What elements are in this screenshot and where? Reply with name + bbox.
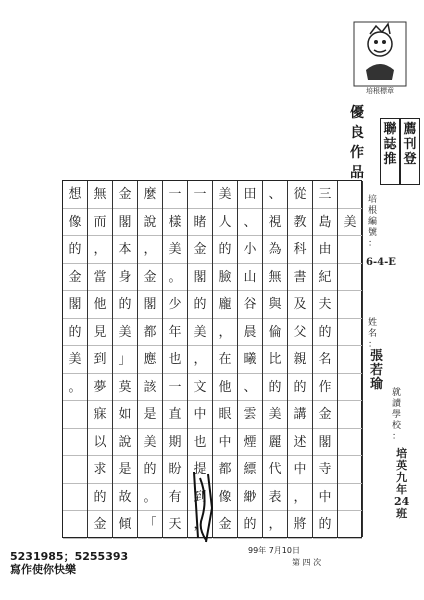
grid-cell: 為 [263,236,287,264]
grid-cell: 述 [288,429,312,457]
grid-cell: 曦 [238,346,262,374]
grid-cell: 夢 [88,374,112,402]
grid-cell: 麗 [263,429,287,457]
journal-stamp-right: 薦 刊 登 [400,118,420,185]
grid-cell: 一 [163,374,187,402]
grid-cell: 少 [163,291,187,319]
grid-cell: 緲 [238,484,262,512]
grid-cell: 中 [288,456,312,484]
grid-cell: 而 [88,209,112,237]
grid-cell: 當 [88,264,112,292]
grid-cell: 龐 [213,291,237,319]
grid-cell: 比 [263,346,287,374]
grid-cell [63,484,87,512]
grid-column [263,181,288,537]
grid-cell: 說 [113,429,137,457]
grid-cell: 也 [163,346,187,374]
grid-cell: 中 [213,429,237,457]
grid-cell: 晨 [238,319,262,347]
grid-cell: 「 [138,511,162,539]
grid-cell: 身 [113,264,137,292]
grid-cell [63,429,87,457]
grid-cell: ， [188,511,212,539]
grid-cell: 臉 [213,264,237,292]
grid-cell: 。 [138,484,162,512]
school-id-value: 6-4-E [366,257,396,268]
grid-cell: ， [188,346,212,374]
grid-cell: 樣 [163,209,187,237]
slogan: 5231985；5255393 寫作使你快樂 [10,550,129,576]
grid-cell: 作 [313,374,337,402]
grid-cell: 美 [188,319,212,347]
grid-cell: 閣 [113,209,137,237]
grid-cell: 如 [113,401,137,429]
grid-cell: 睹 [188,209,212,237]
grid-cell: 求 [88,456,112,484]
grid-cell: 將 [288,511,312,539]
school-value: 培 英 九 年 24 班 [394,447,410,520]
grid-cell: 到 [88,346,112,374]
grid-column [163,181,188,537]
grid-cell: 寺 [313,456,337,484]
name-label: 姓 名 ： [368,318,378,350]
grid-cell: 像 [213,484,237,512]
grid-column [238,181,263,537]
grid-column [88,181,113,537]
grid-cell: 、 [263,181,287,209]
submission-date: 99年 7月10日 [248,546,300,555]
grid-cell: 的 [313,319,337,347]
grid-cell: 的 [63,236,87,264]
grid-cell: 閣 [138,291,162,319]
school-id-label: 培 根 編 號 ： [368,195,378,249]
grid-cell: 的 [88,484,112,512]
grid-cell [338,319,362,347]
grid-cell: 由 [313,236,337,264]
grid-cell: 書 [288,264,312,292]
grid-cell [338,511,362,539]
grid-cell: 倫 [263,319,287,347]
grid-cell: 是 [138,401,162,429]
grid-cell: 美 [338,209,362,237]
grid-cell: 應 [138,346,162,374]
grid-column [338,181,363,537]
grid-cell: 提 [188,456,212,484]
grid-column [138,181,163,537]
grid-cell [338,429,362,457]
grid-cell: 本 [113,236,137,264]
grid-cell: 金 [313,401,337,429]
grid-cell: 金 [88,511,112,539]
grid-cell: 三 [313,181,337,209]
grid-cell [63,456,87,484]
grid-cell: ， [288,484,312,512]
grid-cell: 直 [163,401,187,429]
grid-cell: 中 [188,401,212,429]
grid-cell: 縹 [238,456,262,484]
journal-stamp-left: 聯 誌 推 [380,118,400,185]
grid-column [288,181,313,537]
grid-cell: 金 [63,264,87,292]
grid-cell: 也 [188,429,212,457]
grid-cell: 美 [63,346,87,374]
grid-cell: 他 [88,291,112,319]
grid-cell: 父 [288,319,312,347]
grid-cell: 閣 [188,264,212,292]
grid-cell: 代 [263,456,287,484]
grid-cell: 在 [213,346,237,374]
page-number: 第 四 次 [292,558,322,567]
grid-cell [338,456,362,484]
grid-cell: 、 [238,374,262,402]
grid-cell: ， [138,236,162,264]
grid-cell: 的 [138,456,162,484]
name-value: 張 若 瑜 [370,349,384,392]
grid-cell: 天 [163,511,187,539]
grid-cell: 盼 [163,456,187,484]
grid-cell: 山 [238,264,262,292]
grid-cell: 莫 [113,374,137,402]
grid-cell: 的 [63,319,87,347]
school-label: 就 讀 學 校 ： [392,388,402,442]
grid-cell: 的 [213,236,237,264]
grid-cell: 。 [63,374,87,402]
grid-cell: 煙 [238,429,262,457]
grid-cell: 是 [113,456,137,484]
grid-cell: 島 [313,209,337,237]
grid-cell: 科 [288,236,312,264]
grid-cell: 故 [113,484,137,512]
grid-cell: 該 [138,374,162,402]
grid-cell: 教 [288,209,312,237]
grid-cell: 閣 [63,291,87,319]
grid-cell: 中 [313,484,337,512]
grid-cell: 田 [238,181,262,209]
grid-cell: 、 [238,209,262,237]
grid-cell: 無 [263,264,287,292]
grid-cell: 人 [213,209,237,237]
grid-cell [338,236,362,264]
grid-cell: 的 [288,374,312,402]
grid-cell: 金 [188,236,212,264]
grid-cell [338,484,362,512]
grid-cell: ， [88,236,112,264]
grid-cell: 傾 [113,511,137,539]
grid-cell: 見 [88,319,112,347]
grid-cell: 的 [188,291,212,319]
grid-cell: 美 [263,401,287,429]
cultivation-logo [352,20,408,96]
grid-cell: 金 [213,511,237,539]
grid-cell: 一 [188,181,212,209]
grid-cell: 都 [138,319,162,347]
grid-cell: 。 [163,264,187,292]
grid-column [313,181,338,537]
grid-cell: 金 [113,181,137,209]
grid-cell: 名 [313,346,337,374]
grid-cell: 金 [138,264,162,292]
grid-cell [338,264,362,292]
grid-cell: 的 [313,511,337,539]
grid-cell: 及 [288,291,312,319]
grid-cell: 與 [263,291,287,319]
grid-cell: ， [263,511,287,539]
teacher-signature [188,468,218,546]
grid-cell: 有 [163,484,187,512]
grid-cell: 都 [213,456,237,484]
grid-cell [63,511,87,539]
grid-cell: 雲 [238,401,262,429]
grid-column [113,181,138,537]
grid-cell: 閣 [313,429,337,457]
grid-cell: 親 [288,346,312,374]
grid-cell: 夫 [313,291,337,319]
grid-cell [338,291,362,319]
grid-cell: 從 [288,181,312,209]
grid-cell: 文 [188,374,212,402]
grid-cell: 美 [113,319,137,347]
grid-cell: 說 [138,209,162,237]
grid-cell: 美 [138,429,162,457]
grid-cell [338,374,362,402]
grid-cell: 他 [213,374,237,402]
grid-cell: 像 [63,209,87,237]
grid-cell [338,346,362,374]
grid-cell: 表 [263,484,287,512]
grid-cell: 講 [288,401,312,429]
grid-cell: 到 [188,484,212,512]
grid-cell: 小 [238,236,262,264]
grid-cell: 的 [113,291,137,319]
grid-cell: 美 [163,236,187,264]
grid-cell: 以 [88,429,112,457]
grid-cell [63,401,87,429]
grid-cell: 想 [63,181,87,209]
grid-cell: 的 [263,374,287,402]
grid-cell: 眼 [213,401,237,429]
grid-cell: ， [213,319,237,347]
grid-cell [338,401,362,429]
grid-cell: 美 [213,181,237,209]
grid-cell [338,181,362,209]
grid-cell: 一 [163,181,187,209]
grid-cell: 視 [263,209,287,237]
grid-cell: 無 [88,181,112,209]
grid-cell: 的 [238,511,262,539]
grid-cell: 谷 [238,291,262,319]
grid-cell: 寐 [88,401,112,429]
grid-cell: 年 [163,319,187,347]
grid-cell: 」 [113,346,137,374]
logo-caption: 培根標章 [366,87,394,95]
grid-cell: 麼 [138,181,162,209]
award-label: 優 良 作 品 [350,105,364,181]
grid-cell: 紀 [313,264,337,292]
grid-column [63,181,88,537]
grid-cell: 期 [163,429,187,457]
